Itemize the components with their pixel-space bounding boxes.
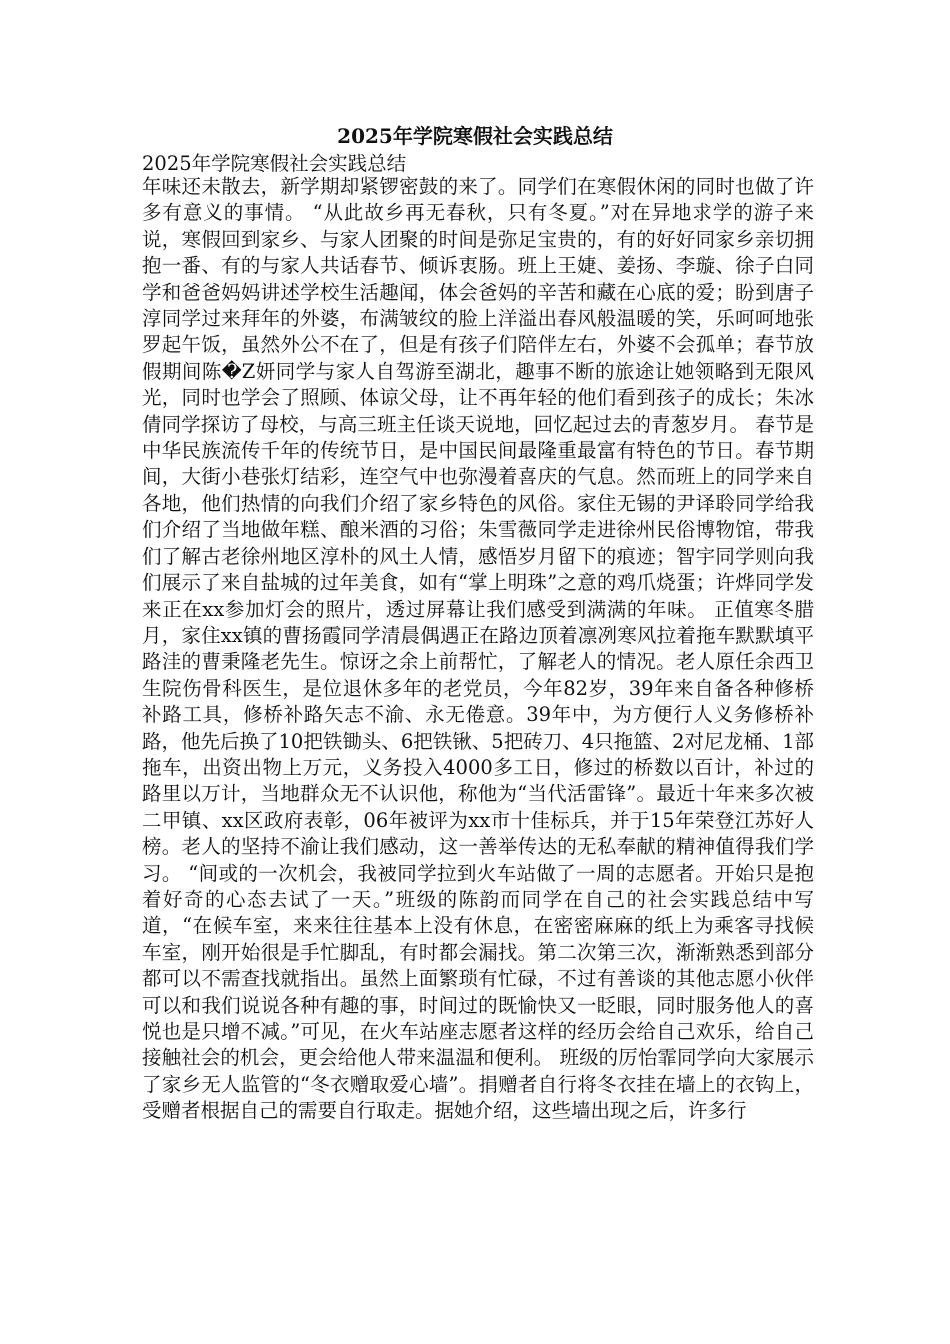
document-title: 2025年学院寒假社会实践总结 <box>337 124 613 148</box>
document-subtitle: 2025年学院寒假社会实践总结 <box>142 152 407 175</box>
document-body: 年味还未散去，新学期却紧锣密鼓的来了。同学们在寒假休闲的同时也做了许多有意义的事情。 “从此故乡再无春秋，只有冬夏。”对在异地求学的游子来说，寒假回到家乡、与家人团聚的时间是弥足宝贵的，有的好好同家乡亲切拥抱一番、有的与家人共话春节、倾诉衷肠。班上王婕、姜扬、李璇、徐子白同学和爸爸妈妈讲述学校生活趣闻，体会爸妈的辛苦和藏在心底的爱；盼到唐子淳同学过来拜年的外婆，布满皱纹的脸上洋溢出春风般温暖的笑，乐呵呵地张罗起午饭，虽然外公不在了，但是有孩子们陪伴左右，外婆不会孤单；春节放假期间陈�Z妍同学与家人自驾游至湖北，趣事不断的旅途让她领略到无限风光，同时也学会了照顾、体谅父母，让不再年轻的他们看到孩子的成长；朱冰倩同学探访了母校，与高三班主任谈天说地，回忆起过去的青葱岁月。 春节是中华民族流传千年的传统节日，是中国民间最隆重最富有特色的节日。春节期间，大街小巷张灯结彩，连空气中也弥漫着喜庆的气息。然而班上的同学来自各地，他们热情的向我们介绍了家乡特色的风俗。家住无锡的尹译聆同学给我们介绍了当地做年糕、酿米酒的习俗；朱雪薇同学走进徐州民俗博物馆，带我们了解古老徐州地区淳朴的风土人情，感悟岁月留下的痕迹；智宇同学则向我们展示了来自盐城的过年美食，如有“掌上明珠”之意的鸡爪烧蛋；许烨同学发来正在xx参加灯会的照片，透过屏幕让我们感受到满满的年味。 正值寒冬腊月，家住xx镇的曹扬霞同学清晨偶遇正在路边顶着凛冽寒风拉着拖车默默填平路洼的曹秉隆老先生。惊讶之余上前帮忙，了解老人的情况。老人原任余西卫生院伤骨科医生，是位退休多年的老党员，今年82岁，39年来自备各种修桥补路工具，修桥补路矢志不渝、永无倦意。39年中，为方便行人义务修桥补路，他先后换了10把铁锄头、6把铁锹、5把砖刀、4只拖篮、2对尼龙桶、1部拖车，出资出物上万元，义务投入4000多工日，修过的桥数以百计，补过的路里以万计，当地群众无不认识他，称他为“当代活雷锋”。最近十年来多次被二甲镇、xx区政府表彰，06年被评为xx市十佳标兵，并于15年荣登江苏好人榜。老人的坚持不渝让我们感动，这一善举传达的无私奉献的精神值得我们学习。 “间或的一次机会，我被同学拉到火车站做了一周的志愿者。开始只是抱着好奇的心态去试了一天。”班级的陈韵而同学在自己的社会实践总结中写道，“在候车室，来来往往基本上没有休息，在密密麻麻的纸上为乘客寻找候车室，刚开始很是手忙脚乱，有时都会漏找。第二次第三次，渐渐熟悉到部分都可以不需查找就指出。虽然上面繁琐有忙碌，不过有善谈的其他志愿小伙伴可以和我们说说各种有趣的事，时间过的既愉快又一眨眼，同时服务他人的喜悦也是只增不减。”可见，在火车站座志愿者这样的经历会给自己欢乐，给自己接触社会的机会，更会给他人带来温温和便利。 班级的厉怡霏同学向大家展示了家乡无人监管的“冬衣赠取爱心墙”。捐赠者自行将冬衣挂在墙上的衣钩上，受赠者根据自己的需要自行取走。据她介绍，这些墙出现之后，许多行 <box>142 175 814 1123</box>
